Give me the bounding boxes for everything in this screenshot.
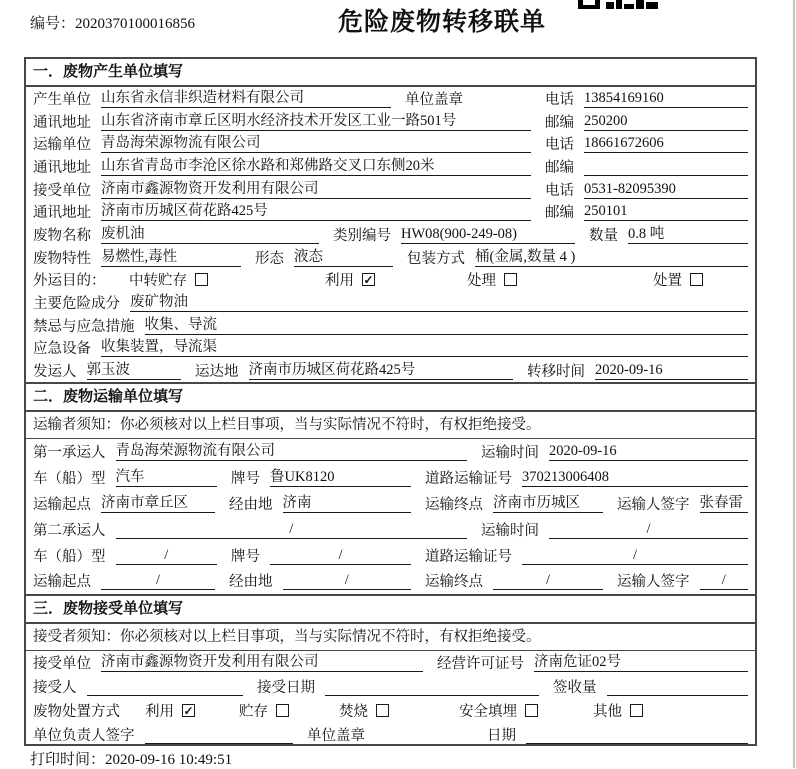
field-label: 车（船）型 bbox=[33, 471, 106, 488]
form-field bbox=[33, 570, 229, 591]
field-label: 运输终点 bbox=[425, 574, 483, 591]
field-label: 接受日期 bbox=[257, 680, 315, 697]
section-s2 bbox=[26, 382, 755, 594]
field-label: 接受单位 bbox=[33, 656, 91, 673]
field-label: 经营许可证号 bbox=[437, 656, 524, 673]
field-label: 运输起点 bbox=[33, 574, 91, 591]
field-value[interactable] bbox=[87, 677, 244, 696]
form-field bbox=[33, 724, 307, 745]
field-value[interactable]: 废矿物油 bbox=[130, 293, 748, 312]
field-value[interactable]: 青岛海荣源物流有限公司 bbox=[101, 134, 531, 153]
form-field bbox=[33, 111, 545, 132]
field-label: 邮编 bbox=[545, 205, 574, 222]
form-row bbox=[26, 651, 755, 675]
field-label: 转移时间 bbox=[527, 364, 585, 381]
field-value[interactable]: 济南市历城区荷花路425号 bbox=[249, 361, 514, 380]
field-value[interactable]: 济南市鑫源物资开发利用有限公司 bbox=[101, 653, 423, 672]
field-value[interactable]: 山东省永信非织造材料有限公司 bbox=[101, 89, 391, 108]
form-field bbox=[33, 88, 405, 109]
print-time-label: 打印时间： bbox=[30, 752, 106, 768]
field-label: 第二承运人 bbox=[33, 522, 106, 539]
field-value[interactable]: 青岛海荣源物流有限公司 bbox=[116, 442, 468, 461]
form-field bbox=[545, 156, 748, 177]
field-label: 道路运输证号 bbox=[425, 548, 512, 565]
form-field bbox=[255, 247, 407, 268]
field-value[interactable]: 0.8 吨 bbox=[628, 225, 748, 244]
field-label: 数量 bbox=[589, 227, 618, 244]
field-value[interactable]: 收集装置，导流渠 bbox=[101, 338, 748, 357]
form-row bbox=[26, 675, 755, 699]
form-row bbox=[26, 337, 755, 360]
field-label: 运输起点 bbox=[33, 496, 91, 513]
field-label: 运输时间 bbox=[481, 522, 539, 539]
form-field bbox=[617, 570, 748, 591]
form-row bbox=[26, 359, 755, 382]
form-field bbox=[545, 88, 748, 109]
field-label: 运输人签字 bbox=[617, 574, 690, 591]
checkbox-label: 安全填埋 bbox=[459, 704, 517, 721]
field-value[interactable]: 0531-82095390 bbox=[584, 180, 748, 199]
field-value[interactable]: 山东省济南市章丘区明水经济技术开发区工业一路501号 bbox=[101, 112, 531, 131]
checkbox-option bbox=[459, 700, 593, 721]
field-label: 经由地 bbox=[229, 496, 273, 513]
field-value[interactable]: 250101 bbox=[584, 202, 748, 221]
field-value[interactable]: 济南市章丘区 bbox=[101, 494, 215, 513]
field-label: 运输终点 bbox=[425, 496, 483, 513]
field-label: 产生单位 bbox=[33, 91, 91, 108]
field-label: 车（船）型 bbox=[33, 548, 106, 565]
field-label: 电话 bbox=[545, 137, 574, 154]
form-field bbox=[481, 519, 748, 540]
form-field bbox=[33, 337, 748, 358]
checkbox-label: 利用 bbox=[325, 273, 354, 290]
form-field bbox=[33, 201, 545, 222]
checkbox-option bbox=[239, 700, 339, 721]
form-field bbox=[545, 111, 748, 132]
static-text: 单位盖章 bbox=[405, 91, 463, 108]
form-field bbox=[407, 247, 748, 268]
field-label: 邮编 bbox=[545, 159, 574, 176]
field-value[interactable]: 2020-09-16 bbox=[549, 442, 748, 461]
checkbox-unchecked[interactable] bbox=[195, 273, 208, 286]
field-label: 类别编号 bbox=[333, 227, 391, 244]
form-field bbox=[33, 441, 481, 462]
form-field bbox=[33, 467, 231, 488]
form-field bbox=[425, 467, 748, 488]
field-value[interactable]: 18661672606 bbox=[584, 134, 748, 153]
checkbox-unchecked[interactable] bbox=[525, 704, 538, 717]
field-label: 道路运输证号 bbox=[425, 471, 512, 488]
checkbox-label: 其他 bbox=[593, 704, 622, 721]
field-label: 经由地 bbox=[229, 574, 273, 591]
form-row bbox=[26, 568, 755, 594]
section-title: 三．废物接受单位填写 bbox=[26, 596, 755, 624]
form-row bbox=[26, 516, 755, 542]
field-value[interactable]: / bbox=[116, 546, 218, 565]
field-label: 电话 bbox=[545, 91, 574, 108]
field-label: 牌号 bbox=[231, 471, 260, 488]
checkbox-label: 中转贮存 bbox=[129, 273, 187, 290]
checkbox-checked[interactable]: ✓ bbox=[183, 703, 194, 718]
form-field bbox=[231, 467, 425, 488]
field-value[interactable]: 汽车 bbox=[116, 468, 218, 487]
static-text: 外运目的： bbox=[33, 273, 106, 290]
field-label: 通讯地址 bbox=[33, 159, 91, 176]
checkbox-label: 焚烧 bbox=[339, 704, 368, 721]
form-row bbox=[26, 200, 755, 223]
field-value[interactable]: 济南市鑫源物资开发利用有限公司 bbox=[101, 180, 531, 199]
checkbox-checked[interactable]: ✓ bbox=[363, 272, 374, 287]
field-label: 运输单位 bbox=[33, 137, 91, 154]
form-field bbox=[617, 493, 748, 514]
field-label: 通讯地址 bbox=[33, 114, 91, 131]
form-field bbox=[33, 315, 748, 336]
form-field bbox=[33, 652, 437, 673]
field-label: 废物特性 bbox=[33, 250, 91, 267]
transfer-form-table bbox=[24, 57, 757, 746]
form-field bbox=[33, 292, 748, 313]
checkbox-label: 贮存 bbox=[239, 704, 268, 721]
checkbox-label: 处置 bbox=[653, 273, 682, 290]
form-row bbox=[26, 491, 755, 517]
checkbox-unchecked[interactable] bbox=[630, 704, 643, 717]
field-label: 包装方式 bbox=[407, 250, 465, 267]
form-field bbox=[545, 179, 748, 200]
section-s1 bbox=[26, 59, 755, 382]
form-row bbox=[26, 439, 755, 465]
static-text: 单位盖章 bbox=[307, 728, 365, 745]
field-value[interactable] bbox=[584, 157, 748, 176]
page-title: 危险废物转移联单 bbox=[337, 9, 546, 36]
form-field bbox=[231, 545, 425, 566]
field-value[interactable]: / bbox=[700, 571, 749, 590]
section-title: 二．废物运输单位填写 bbox=[26, 384, 755, 412]
form-row bbox=[26, 87, 755, 110]
field-label: 牌号 bbox=[231, 548, 260, 565]
form-row bbox=[26, 246, 755, 269]
field-value[interactable]: / bbox=[549, 520, 748, 539]
field-label: 日期 bbox=[487, 728, 516, 745]
field-label: 废物名称 bbox=[33, 227, 91, 244]
form-field bbox=[229, 570, 425, 591]
field-value[interactable]: HW08(900-249-08) bbox=[401, 225, 575, 244]
static-text: 废物处置方式 bbox=[33, 704, 120, 721]
field-label: 单位负责人签字 bbox=[33, 728, 135, 745]
field-value[interactable]: 济南危证02号 bbox=[534, 653, 748, 672]
field-value[interactable]: / bbox=[493, 571, 603, 590]
form-field bbox=[553, 676, 748, 697]
form-row bbox=[26, 155, 755, 178]
section-s3 bbox=[26, 594, 755, 746]
checkbox-label: 利用 bbox=[145, 704, 174, 721]
field-label: 接受单位 bbox=[33, 182, 91, 199]
field-value[interactable]: / bbox=[522, 546, 748, 565]
field-label: 运输人签字 bbox=[617, 496, 690, 513]
field-value[interactable]: 13854169160 bbox=[584, 89, 748, 108]
form-field bbox=[425, 545, 748, 566]
field-value[interactable]: 250200 bbox=[584, 112, 748, 131]
form-field bbox=[545, 133, 748, 154]
form-field bbox=[33, 519, 481, 540]
field-label: 通讯地址 bbox=[33, 205, 91, 222]
section-title: 一．废物产生单位填写 bbox=[26, 59, 755, 87]
field-value[interactable]: 废机油 bbox=[101, 225, 319, 244]
serial-label: 编号： bbox=[30, 16, 76, 32]
field-value[interactable]: 桶(金属,数量 4 ) bbox=[475, 248, 748, 267]
form-row bbox=[26, 291, 755, 314]
field-value[interactable] bbox=[145, 725, 294, 744]
form-field bbox=[33, 676, 257, 697]
form-row bbox=[26, 223, 755, 246]
field-label: 形态 bbox=[255, 250, 284, 267]
field-label: 第一承运人 bbox=[33, 445, 106, 462]
qr-code-icon bbox=[578, 0, 660, 9]
field-value[interactable]: 郭玉波 bbox=[87, 361, 182, 380]
form-field bbox=[33, 545, 231, 566]
checkbox-option bbox=[593, 700, 748, 721]
field-value[interactable]: / bbox=[116, 520, 468, 539]
window-edge bbox=[793, 0, 795, 768]
form-row bbox=[26, 178, 755, 201]
form-row bbox=[26, 465, 755, 491]
field-value[interactable] bbox=[526, 725, 748, 744]
field-label: 应急设备 bbox=[33, 341, 91, 358]
field-value[interactable]: 370213006408 bbox=[522, 468, 748, 487]
field-value[interactable] bbox=[325, 677, 539, 696]
form-field bbox=[545, 201, 748, 222]
checkbox-option bbox=[467, 269, 653, 290]
field-value[interactable]: 液态 bbox=[294, 248, 393, 267]
field-value[interactable]: 鲁UK8120 bbox=[270, 468, 411, 487]
form-field bbox=[195, 360, 527, 381]
serial-value: 2020370100016856 bbox=[75, 16, 196, 32]
checkbox-label: 处理 bbox=[467, 273, 496, 290]
field-value[interactable]: 济南市历城区 bbox=[493, 494, 603, 513]
field-value[interactable]: 张春雷 bbox=[700, 494, 749, 513]
section-notice: 接受者须知：你必须核对以上栏目事项，当与实际情况不符时，有权拒绝接受。 bbox=[26, 624, 755, 651]
form-row bbox=[26, 110, 755, 133]
form-row bbox=[26, 269, 755, 292]
field-value[interactable]: 收集、导流 bbox=[145, 316, 749, 335]
form-field bbox=[33, 179, 545, 200]
field-label: 接受人 bbox=[33, 680, 77, 697]
checkbox-unchecked[interactable] bbox=[276, 704, 289, 717]
field-value[interactable]: 济南市历城区荷花路425号 bbox=[101, 202, 531, 221]
section-notice: 运输者须知：你必须核对以上栏目事项，当与实际情况不符时，有权拒绝接受。 bbox=[26, 412, 755, 439]
form-field bbox=[33, 224, 333, 245]
checkbox-option bbox=[129, 269, 325, 290]
field-label: 签收量 bbox=[553, 680, 597, 697]
field-label: 发运人 bbox=[33, 364, 77, 381]
checkbox-unchecked[interactable] bbox=[504, 273, 517, 286]
field-value[interactable]: / bbox=[270, 546, 411, 565]
field-label: 邮编 bbox=[545, 114, 574, 131]
form-field bbox=[589, 224, 748, 245]
checkbox-option bbox=[325, 269, 467, 290]
field-label: 主要危险成分 bbox=[33, 296, 120, 313]
checkbox-option bbox=[145, 700, 239, 721]
form-field bbox=[257, 676, 553, 697]
checkbox-option bbox=[339, 700, 459, 721]
checkbox-option bbox=[653, 269, 748, 290]
field-value[interactable]: / bbox=[101, 571, 215, 590]
form-row bbox=[26, 723, 755, 746]
form-field bbox=[33, 156, 545, 177]
field-value[interactable]: / bbox=[283, 571, 412, 590]
form-field bbox=[33, 133, 545, 154]
field-value[interactable]: 2020-09-16 bbox=[595, 361, 748, 380]
form-field bbox=[33, 247, 255, 268]
field-value[interactable]: 山东省青岛市李沧区徐水路和郑佛路交叉口东侧20米 bbox=[101, 157, 531, 176]
field-value[interactable] bbox=[607, 677, 749, 696]
field-value[interactable]: 济南 bbox=[283, 494, 412, 513]
checkbox-unchecked[interactable] bbox=[376, 704, 389, 717]
form-field bbox=[437, 652, 748, 673]
form-field bbox=[33, 360, 195, 381]
field-label: 运输时间 bbox=[481, 445, 539, 462]
form-field bbox=[481, 441, 748, 462]
field-value[interactable]: 易燃性,毒性 bbox=[101, 248, 241, 267]
field-label: 运达地 bbox=[195, 364, 239, 381]
form-row bbox=[26, 542, 755, 568]
form-row bbox=[26, 132, 755, 155]
print-time bbox=[30, 748, 232, 769]
field-label: 电话 bbox=[545, 182, 574, 199]
form-field bbox=[333, 224, 589, 245]
checkbox-unchecked[interactable] bbox=[690, 273, 703, 286]
form-field bbox=[33, 493, 229, 514]
form-field bbox=[425, 570, 617, 591]
form-field bbox=[229, 493, 425, 514]
form-row bbox=[26, 699, 755, 723]
form-field bbox=[527, 360, 748, 381]
field-label: 禁忌与应急措施 bbox=[33, 318, 135, 335]
form-row bbox=[26, 314, 755, 337]
form-field bbox=[425, 493, 617, 514]
form-field bbox=[487, 724, 748, 745]
print-time-value: 2020-09-16 10:49:51 bbox=[105, 752, 233, 768]
